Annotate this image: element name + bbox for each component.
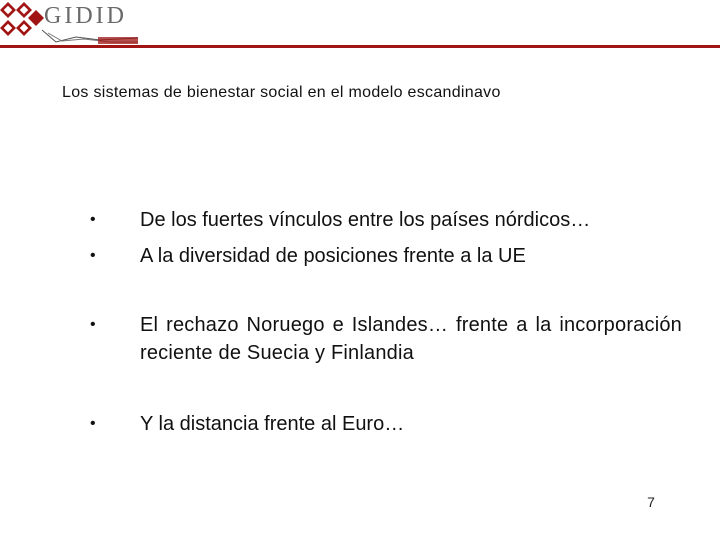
bullet-text: El rechazo Noruego e Islandes… frente a la incorporación reciente de Suecia y Finlandia [140,314,682,364]
header-rule [0,45,720,48]
bullet-icon: • [90,211,96,228]
bullet-icon: • [90,316,96,333]
page-number: 7 [647,494,655,510]
bullet-icon: • [90,247,96,264]
slide-title: Los sistemas de bienestar social en el modelo escandinavo [62,84,501,101]
bullet-text: A la diversidad de posiciones frente a la UE [140,245,526,267]
bullet-text: De los fuertes vínculos entre los países nórdicos… [140,209,591,231]
logo-scribble-icon [40,28,140,46]
bullet-icon: • [90,415,96,432]
logo-text: GIDID [44,3,127,29]
bullet-text: Y la distancia frente al Euro… [140,413,405,435]
logo-icon [0,0,44,44]
